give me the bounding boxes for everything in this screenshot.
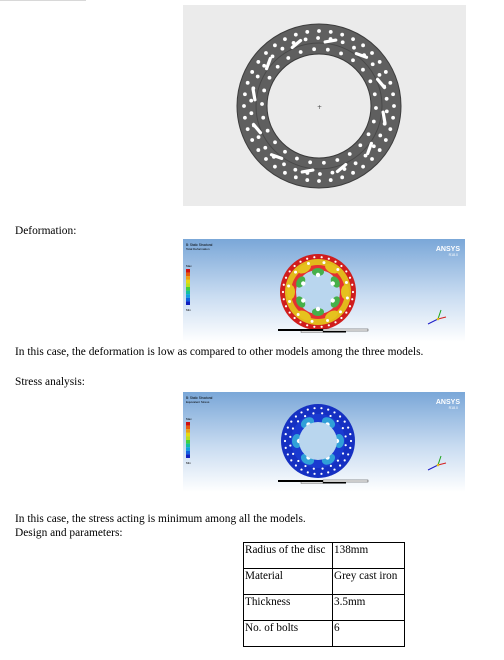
table-row bbox=[244, 569, 405, 595]
top-rule bbox=[0, 0, 86, 1]
param-name: No. of bolts bbox=[244, 621, 333, 647]
analysis-title: B: Static Structural bbox=[186, 396, 213, 400]
design-heading: Design and parameters: bbox=[15, 527, 123, 539]
result-label: Equivalent Stress bbox=[186, 400, 210, 404]
deformation-contour bbox=[280, 254, 356, 330]
param-value: 3.5mm bbox=[333, 595, 405, 621]
stress-note: In this case, the stress acting is minimum among all the models. bbox=[15, 513, 306, 525]
stress-heading: Stress analysis: bbox=[15, 376, 85, 388]
table-row bbox=[244, 621, 405, 647]
deformation-note: In this case, the deformation is low as compared to other models among the three models. bbox=[15, 346, 424, 358]
legend-min-label: Min bbox=[186, 308, 191, 312]
table-row bbox=[244, 595, 405, 621]
stress-contour bbox=[281, 404, 355, 478]
ansys-version: R18.0 bbox=[448, 406, 458, 410]
deformation-result-figure bbox=[183, 239, 465, 342]
ansys-logo: ANSYS bbox=[435, 246, 460, 253]
cad-figure bbox=[183, 5, 466, 206]
color-scale bbox=[186, 269, 190, 305]
table-row bbox=[244, 543, 405, 569]
param-name: Radius of the disc bbox=[244, 543, 333, 569]
param-value: 6 bbox=[333, 621, 405, 647]
stress-result-figure bbox=[183, 392, 465, 492]
param-value: Grey cast iron bbox=[333, 569, 405, 595]
legend-min-label: Min bbox=[186, 461, 191, 465]
result-label: Total Deformation bbox=[186, 247, 210, 251]
brake-disc-cad-icon bbox=[183, 5, 466, 206]
analysis-title: B: Static Structural bbox=[186, 243, 213, 247]
parameters-table bbox=[243, 542, 405, 647]
legend-max-label: Max bbox=[186, 264, 192, 268]
param-name: Thickness bbox=[244, 595, 333, 621]
ansys-logo: ANSYS bbox=[435, 399, 460, 406]
deformation-heading: Deformation: bbox=[15, 225, 77, 237]
legend-max-label: Max bbox=[186, 417, 192, 421]
ansys-version: R18.0 bbox=[448, 253, 458, 257]
svg-text:+: + bbox=[317, 104, 323, 111]
color-scale bbox=[186, 422, 190, 458]
param-name: Material bbox=[244, 569, 333, 595]
param-value: 138mm bbox=[333, 543, 405, 569]
